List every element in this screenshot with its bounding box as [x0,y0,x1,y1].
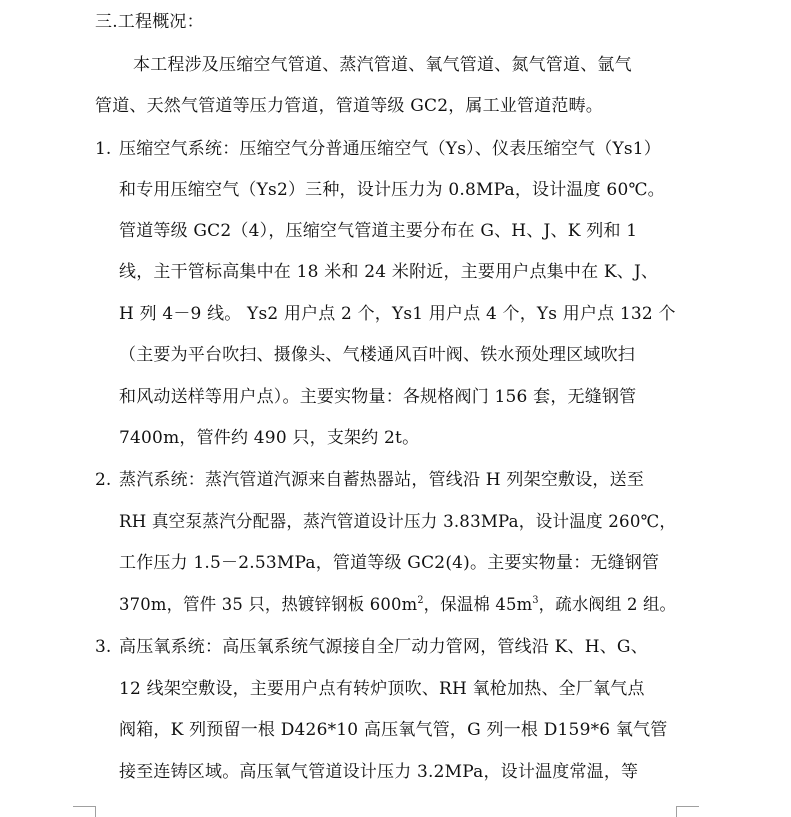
item-1-line-6: （主要为平台吹扫、摄像头、气楼通风百叶阀、铁水预处理区域吹扫 [119,345,635,365]
item-2-line-4 [119,594,676,616]
section-title: 三.工程概况： [95,12,204,32]
item-2-number: 2. [95,470,112,490]
intro-line-2: 管道、天然气管道等压力管道，管道等级 GC2，属工业管道范畴。 [95,96,604,116]
item-1-line-5: H 列 4－9 线。 Ys2 用户点 2 个，Ys1 用户点 4 个，Ys 用户点 132 个 [119,304,676,324]
page-margin-mark-right [676,806,699,817]
item-1-line-2: 和专用压缩空气（Ys2）三种，设计压力为 0.8MPa，设计温度 60℃。 [119,180,665,200]
item-3-line-4: 接至连铸区域。高压氧气管道设计压力 3.2MPa，设计温度常温，等 [119,762,639,782]
page-margin-mark-left [73,806,96,817]
item-1-line-4: 线，主干管标高集中在 18 米和 24 米附近，主要用户点集中在 K、J、 [119,262,659,282]
intro-line-1: 本工程涉及压缩空气管道、蒸汽管道、氧气管道、氮气管道、氩气 [133,55,632,75]
item-1-line-8: 7400m，管件约 490 只，支架约 2t。 [119,428,420,448]
item-1-line-1: 压缩空气系统：压缩空气分普通压缩空气（Ys）、仪表压缩空气（Ys1） [119,139,662,159]
item-2-line-2: RH 真空泵蒸汽分配器，蒸汽管道设计压力 3.83MPa，设计温度 260℃， [119,512,677,532]
item-3-line-1: 高压氧系统：高压氧系统气源接自全厂动力管网，管线沿 K、H、G、 [119,637,648,657]
item-1-line-7: 和风动送样等用户点）。主要实物量：各规格阀门 156 套，无缝钢管 [119,387,637,407]
item-2-line-4-part-1: 370m，管件 35 只，热镀锌钢板 600m [119,595,418,615]
item-1-line-3: 管道等级 GC2（4），压缩空气管道主要分布在 G、H、J、K 列和 1 [119,221,638,241]
item-3-line-2: 12 线架空敷设，主要用户点有转炉顶吹、RH 氧枪加热、全厂氧气点 [119,679,645,699]
item-2-line-4-part-2: ，保温棉 45m [423,595,533,615]
item-1-number: 1. [95,139,112,159]
item-2-line-3: 工作压力 1.5－2.53MPa，管道等级 GC2(4)。主要实物量：无缝钢管 [119,553,660,573]
superscript-3: 3 [532,595,539,606]
item-3-line-3: 阀箱，K 列预留一根 D426*10 高压氧气管，G 列一根 D159*6 氧气管 [119,720,668,740]
item-3-number: 3. [95,637,112,657]
superscript-2: 2 [417,595,424,606]
item-2-line-4-part-3: ，疏水阀组 2 组。 [538,595,677,615]
item-2-line-1: 蒸汽系统：蒸汽管道汽源来自蓄热器站，管线沿 H 列架空敷设，送至 [119,470,645,490]
